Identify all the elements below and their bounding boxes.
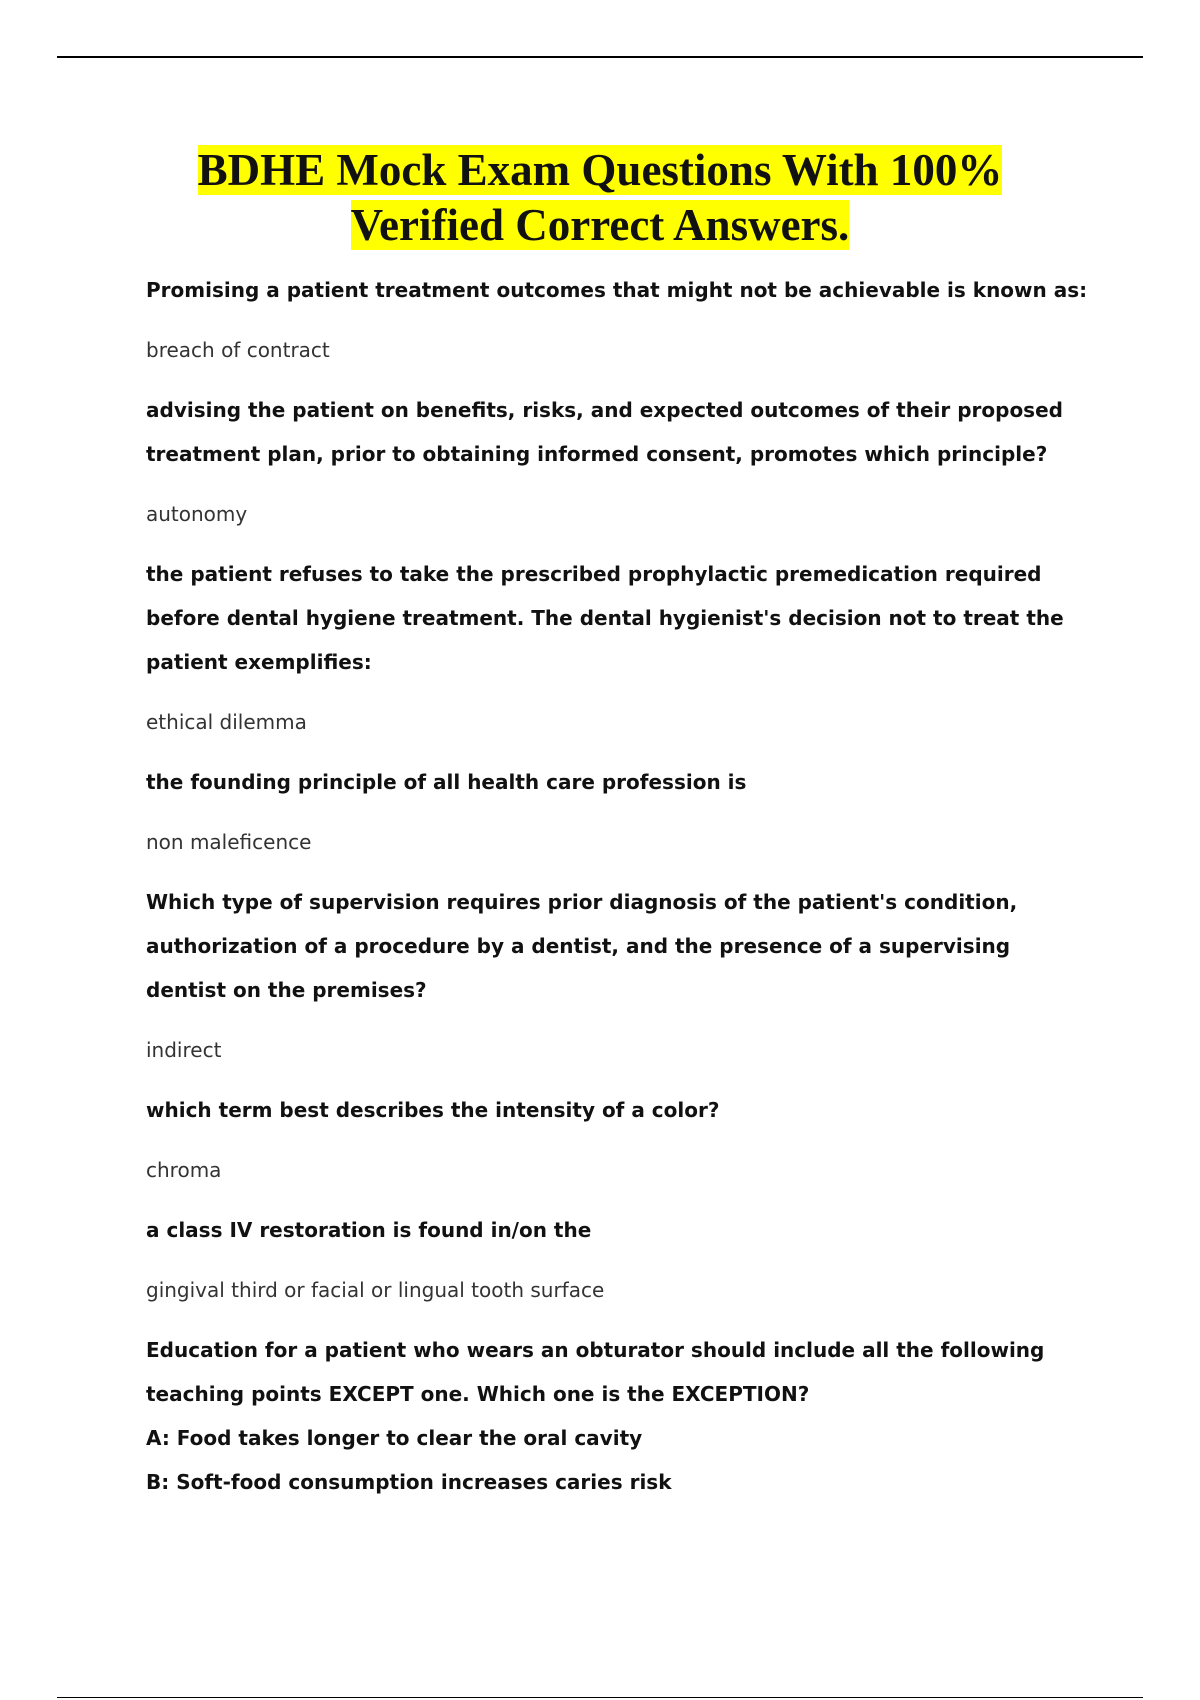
question-6: which term best describes the intensity of a color? <box>146 1098 720 1122</box>
answer-3: ethical dilemma <box>146 710 307 734</box>
top-rule <box>57 56 1143 58</box>
question-5: Which type of supervision requires prior diagnosis of the patient's condition, authorization of a procedure by a dentist, and the presence of a supervising dentist on the premises? <box>146 890 1018 1002</box>
option-b: B: Soft-food consumption increases caries risk <box>146 1470 672 1494</box>
answer-7: gingival third or facial or lingual tooth surface <box>146 1278 605 1302</box>
question-3: the patient refuses to take the prescribed prophylactic premedication required before dental hygiene treatment. The dental hygienist's decision not to treat the patient exemplifies: <box>146 562 1064 674</box>
question-7: a class IV restoration is found in/on the <box>146 1218 592 1242</box>
option-a: A: Food takes longer to clear the oral cavity <box>146 1426 643 1450</box>
title-line-1: BDHE Mock Exam Questions With 100% <box>197 145 1003 195</box>
question-1: Promising a patient treatment outcomes that might not be achievable is known as: <box>146 278 1088 302</box>
question-8: Education for a patient who wears an obturator should include all the following teaching points EXCEPT one. Which one is the EXCEPTION? <box>146 1338 1045 1406</box>
title-line-2: Verified Correct Answers. <box>350 200 850 250</box>
answer-6: chroma <box>146 1158 222 1182</box>
question-2: advising the patient on benefits, risks, and expected outcomes of their proposed treatment plan, prior to obtaining informed consent, promotes which principle? <box>146 398 1063 466</box>
page-title <box>0 143 1200 253</box>
answer-5: indirect <box>146 1038 222 1062</box>
question-4: the founding principle of all health care profession is <box>146 770 747 794</box>
qa-list <box>146 268 1096 1504</box>
bottom-rule <box>57 1697 1143 1698</box>
answer-1: breach of contract <box>146 338 330 362</box>
answer-2: autonomy <box>146 502 248 526</box>
answer-4: non maleficence <box>146 830 312 854</box>
